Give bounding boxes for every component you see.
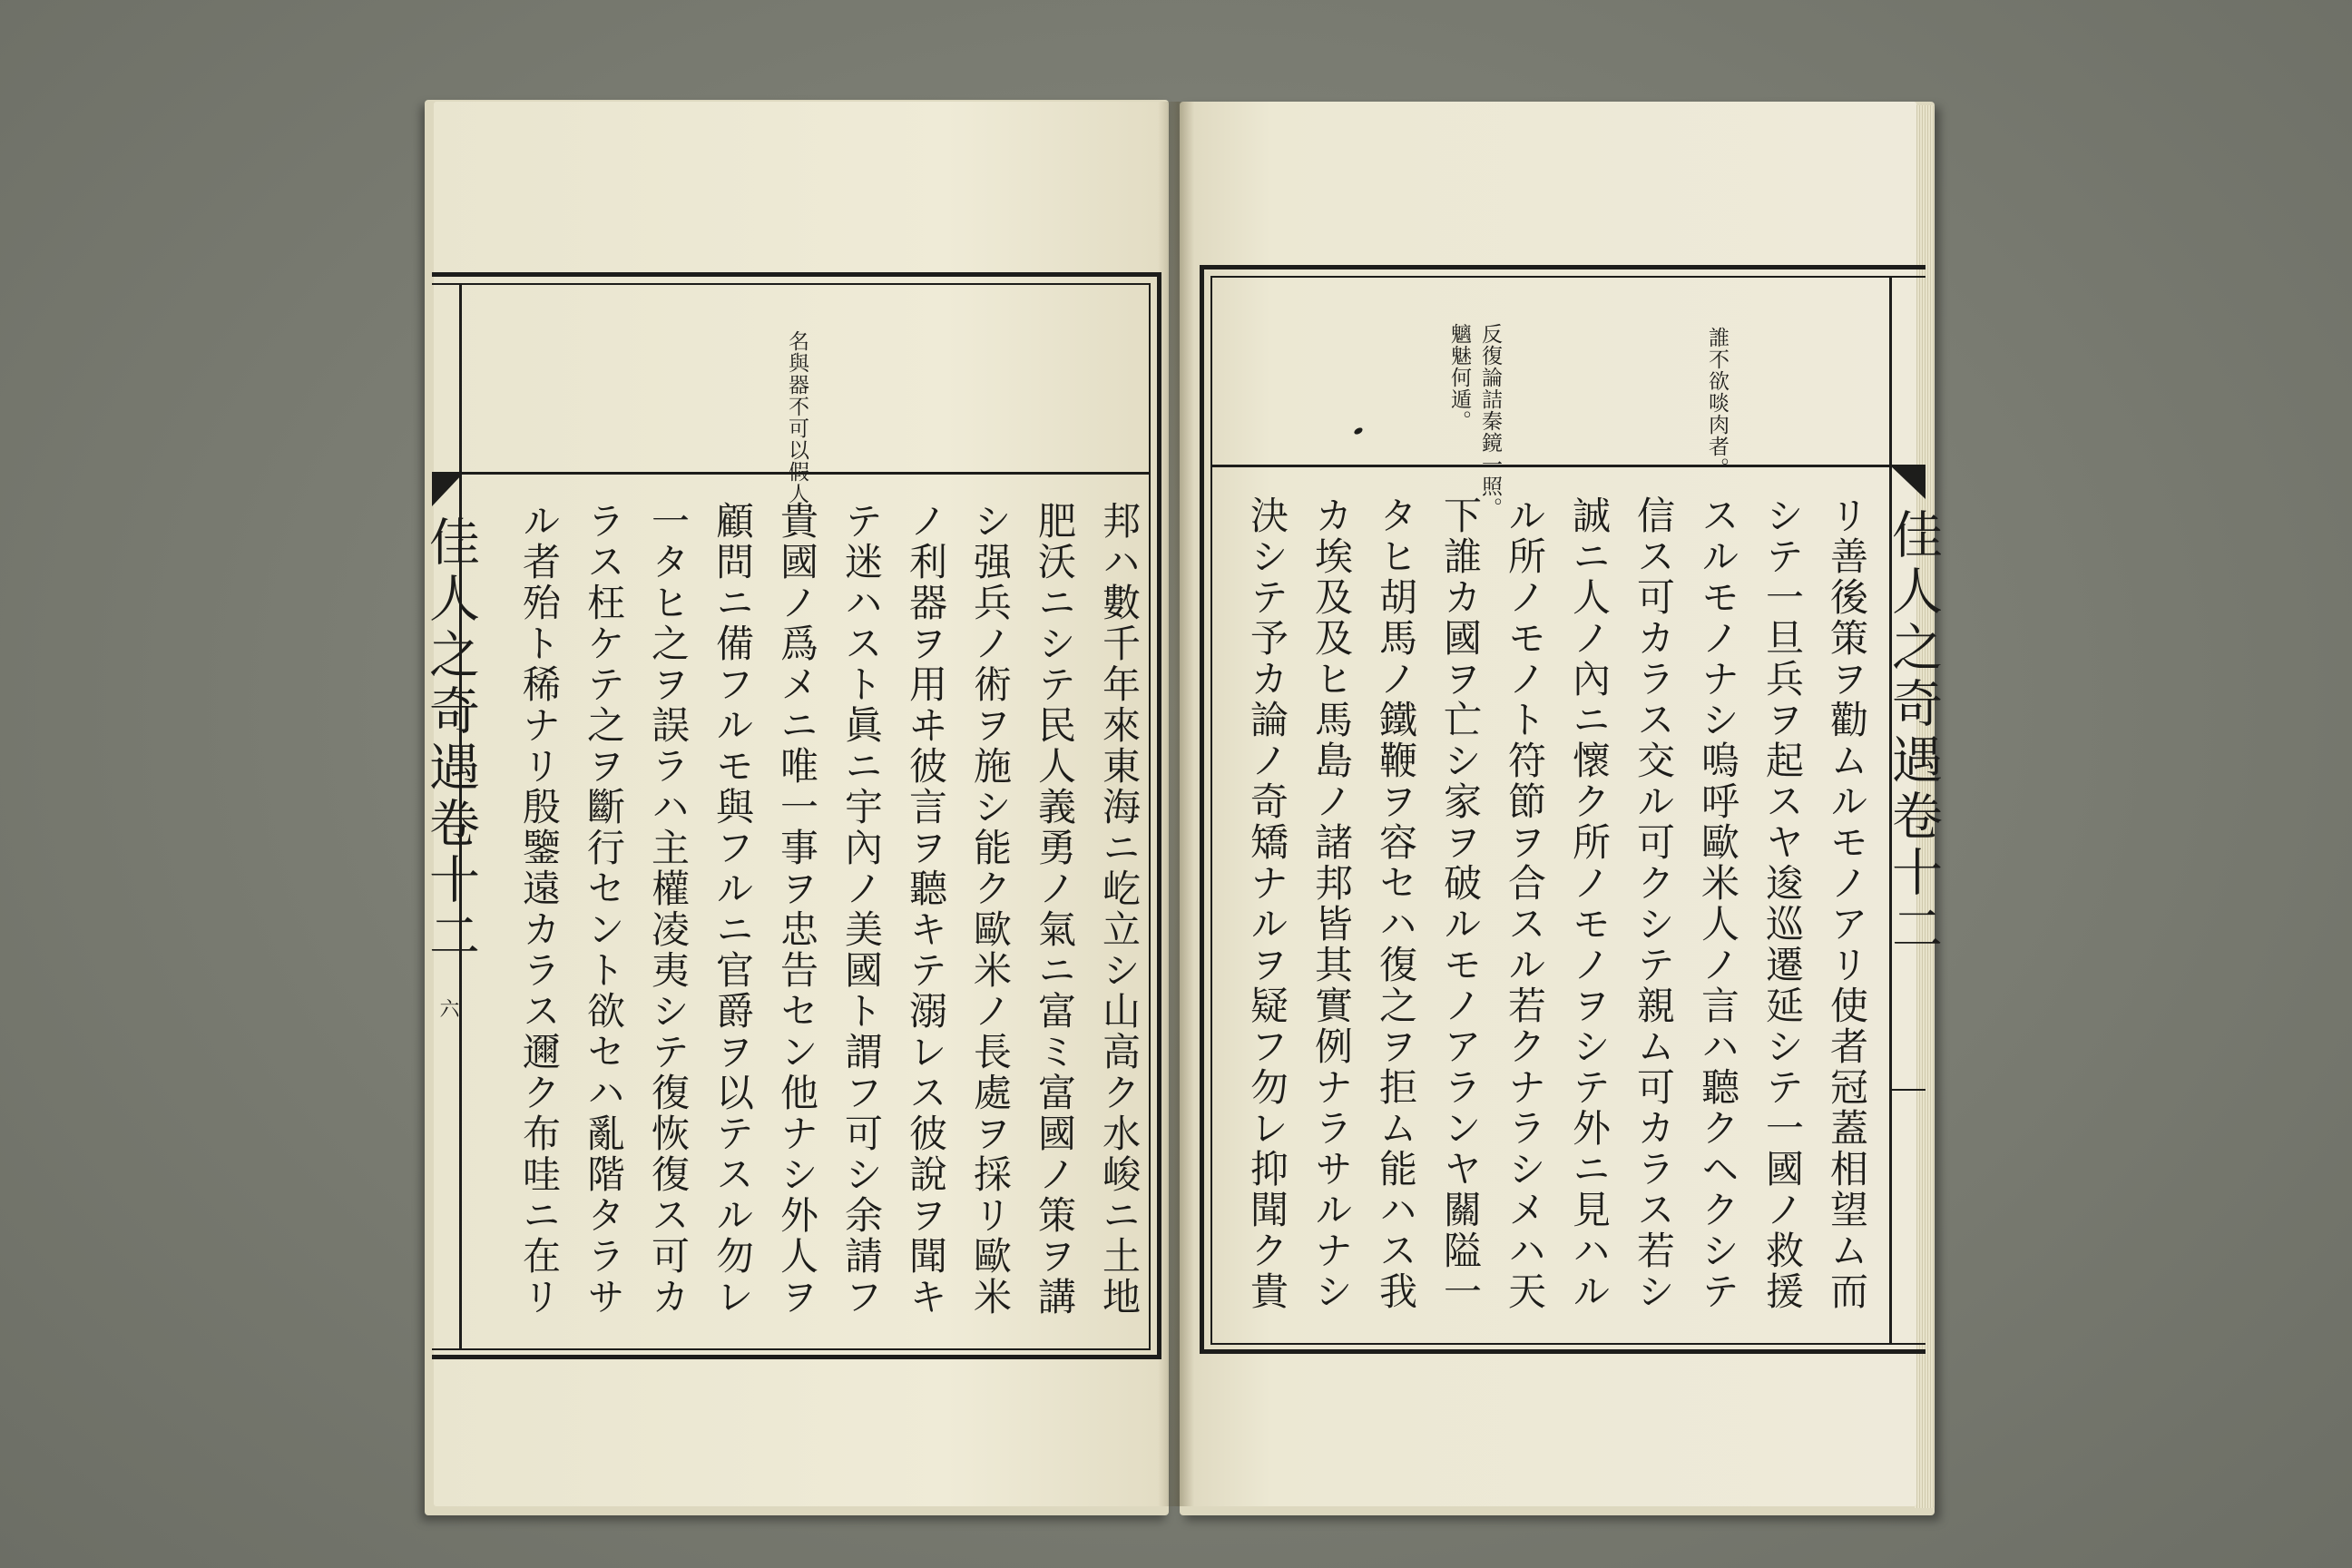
- left-frame-inner-top: [432, 283, 1151, 285]
- left-column-4: ノ利器ヲ用ヰ彼言ヲ聽キテ溺レス彼說ヲ聞キ: [904, 501, 948, 1318]
- right-headnote-2: 反復論詰秦鏡一照。: [1478, 323, 1502, 519]
- right-column-3: スルモノナシ嗚呼歐米人ノ言ハ聽クヘクシテ: [1696, 495, 1740, 1312]
- right-column-7: 下誰カ國ヲ亡シ家ヲ破ルモノアランヤ關隘一: [1438, 495, 1483, 1312]
- right-fishtail-mark: [1889, 465, 1926, 501]
- right-column-2: シテ一旦兵ヲ起スヤ逡巡遷延シテ一國ノ救援: [1760, 495, 1805, 1312]
- left-column-10: ル者殆ト稀ナリ殷鑒遠カラス邇ク布哇ニ在リ: [517, 501, 562, 1318]
- right-spine-divider: [1892, 1089, 1926, 1091]
- book-gutter: [1158, 102, 1194, 1506]
- left-column-3: シ强兵ノ術ヲ施シ能ク歐米ノ長處ヲ採リ歐米: [968, 501, 1013, 1318]
- right-column-9: カ埃及及ヒ馬島ノ諸邦皆其實例ナラサルナシ: [1309, 495, 1354, 1312]
- right-spine-title: 佳人之奇遇卷十二: [1884, 508, 1943, 958]
- left-column-5: テ迷ハスト眞ニ宇內ノ美國ト謂フ可シ余請フ: [839, 501, 884, 1318]
- left-column-1: 邦ハ數千年來東海ニ屹立シ山高ク水峻ニ土地: [1097, 501, 1142, 1318]
- right-column-4: 信ス可カラス交ル可クシテ親ム可カラス若シ: [1632, 495, 1676, 1312]
- right-headnote-1: 誰不欲啖肉者。: [1705, 327, 1729, 479]
- left-column-6: 貴國ノ爲メニ唯一事ヲ忠告セン他ナシ外人ヲ: [775, 501, 819, 1318]
- right-frame-inner-left: [1210, 276, 1212, 1345]
- left-folio: 六: [436, 998, 459, 1018]
- left-fishtail-mark: [432, 472, 465, 508]
- right-column-8: タヒ胡馬ノ鐵鞭ヲ容セハ復之ヲ拒ム能ハス我: [1374, 495, 1418, 1312]
- right-page-frame: [1200, 265, 1926, 1354]
- right-frame-inner-bottom: [1210, 1343, 1926, 1345]
- left-column-7: 顧問ニ備フルモ與フルニ官爵ヲ以テスル勿レ: [710, 501, 755, 1318]
- right-column-5: 誠ニ人ノ內ニ懷ク所ノモノヲシテ外ニ見ハル: [1567, 495, 1612, 1312]
- right-headnote-3: 魑魅何遁。: [1447, 323, 1471, 432]
- left-frame-inner-right: [1149, 283, 1151, 1350]
- left-spine-title: 佳人之奇遇卷十二: [421, 515, 480, 965]
- left-column-9: ラス枉ケテ之ヲ斷行セント欲セハ亂階タラサ: [582, 501, 626, 1318]
- left-column-8: 一タヒ之ヲ誤ラハ主權凌夷シテ復恢復ス可カ: [646, 501, 691, 1318]
- left-frame-inner-bottom: [432, 1348, 1151, 1350]
- right-column-10: 決シテ予カ論ノ奇矯ナルヲ疑フ勿レ抑聞ク貴: [1245, 495, 1289, 1312]
- right-headnote-divider: [1210, 465, 1926, 467]
- right-column-6: ル所ノモノト符節ヲ合スル若クナラシメハ天: [1503, 495, 1547, 1312]
- right-frame-inner-top: [1210, 276, 1926, 278]
- right-column-1: リ善後策ヲ勸ムルモノアリ使者冠蓋相望ム而: [1825, 495, 1869, 1312]
- left-column-2: 肥沃ニシテ民人義勇ノ氣ニ富ミ富國ノ策ヲ講: [1033, 501, 1077, 1318]
- left-headnote: 名與器不可以假人: [785, 330, 808, 505]
